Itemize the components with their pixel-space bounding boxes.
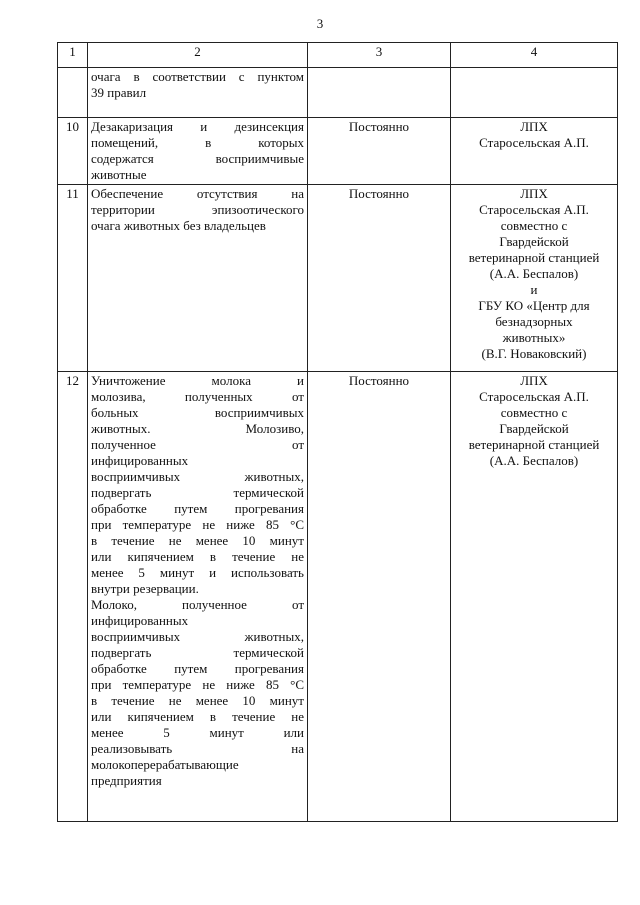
responsible-cell — [451, 68, 618, 118]
measure-text-line: или кипячением в течение не — [91, 549, 304, 564]
responsible-text-line: ЛПХ — [520, 186, 548, 201]
measure-text-line: больных восприимчивых — [91, 405, 304, 420]
responsible-text-line: животных» — [502, 330, 566, 345]
measure-text-line: восприимчивых животных, — [91, 469, 304, 484]
term-cell: Постоянно — [308, 372, 451, 822]
responsible-text-line: и — [530, 282, 538, 297]
row-number — [58, 68, 88, 118]
measure-text-line: очага животных без владельцев — [91, 218, 266, 233]
measure-text-line: обработке путем прогревания — [91, 661, 304, 676]
measure-text-line: 39 правил — [91, 85, 147, 100]
measure-text-line: очага в соответствии с пунктом — [91, 69, 304, 84]
measure-text-line: животных. Молозиво, — [91, 421, 304, 436]
responsible-text-line: Старосельская А.П. — [479, 135, 589, 150]
measure-text-line: предприятия — [91, 773, 162, 788]
table-header-row — [58, 43, 618, 68]
measure-text-line: Уничтожение молока и — [91, 373, 304, 388]
measure-cell — [88, 185, 308, 372]
header-cell-4: 4 — [451, 43, 618, 68]
measure-text-line: менее 5 минут или — [91, 725, 304, 740]
measure-text-line: Дезакаризация и дезинсекция — [91, 119, 304, 134]
measure-text-line: территории эпизоотического — [91, 202, 304, 217]
measure-text-line: восприимчивых животных, — [91, 629, 304, 644]
measure-text-line: при температуре не ниже 85 °С — [91, 677, 304, 692]
responsible-text-line: Гвардейской — [499, 421, 569, 436]
row-number: 12 — [58, 372, 88, 822]
responsible-cell — [451, 185, 618, 372]
measure-text-line: инфицированных — [91, 453, 189, 468]
measure-text-line: в течение не менее 10 минут — [91, 533, 304, 548]
measure-text-line: молозива, полученных от — [91, 389, 304, 404]
measure-text-line: молокоперерабатывающие — [91, 757, 239, 772]
responsible-cell — [451, 118, 618, 185]
table-row — [58, 185, 618, 372]
measure-cell — [88, 372, 308, 822]
header-cell-1: 1 — [58, 43, 88, 68]
measure-text-line: животные — [91, 167, 147, 182]
measure-text-line: внутри резервации. — [91, 581, 199, 596]
responsible-text-line: совместно с — [500, 218, 568, 233]
responsible-text-line: Старосельская А.П. — [479, 389, 589, 404]
measure-text-line: Обеспечение отсутствия на — [91, 186, 304, 201]
measure-text-line: или кипячением в течение не — [91, 709, 304, 724]
measure-text-line: содержатся восприимчивые — [91, 151, 304, 166]
measure-text-line: при температуре не ниже 85 °С — [91, 517, 304, 532]
table-row — [58, 372, 618, 822]
measure-text-line: подвергать термической — [91, 645, 304, 660]
page-number: 3 — [316, 16, 324, 31]
measure-text-line: помещений, в которых — [91, 135, 304, 150]
measure-text-line: Молоко, полученное от — [91, 597, 304, 612]
measure-cell — [88, 118, 308, 185]
measure-cell — [88, 68, 308, 118]
responsible-text-line: безнадзорных — [495, 314, 573, 329]
responsible-text-line: ГБУ КО «Центр для — [478, 298, 590, 313]
measure-text-line: инфицированных — [91, 613, 189, 628]
measure-text-line: обработке путем прогревания — [91, 501, 304, 516]
measure-text-line: подвергать термической — [91, 485, 304, 500]
header-cell-3: 3 — [308, 43, 451, 68]
responsible-text-line: (А.А. Беспалов) — [489, 266, 579, 281]
header-cell-2: 2 — [88, 43, 308, 68]
measures-table — [57, 42, 618, 822]
measure-text-line: в течение не менее 10 минут — [91, 693, 304, 708]
responsible-text-line: совместно с — [500, 405, 568, 420]
row-number: 10 — [58, 118, 88, 185]
responsible-text-line: Гвардейской — [499, 234, 569, 249]
row-number: 11 — [58, 185, 88, 372]
term-cell — [308, 68, 451, 118]
measure-text-line: менее 5 минут и использовать — [91, 565, 304, 580]
measure-text-line: реализовывать на — [91, 741, 304, 756]
responsible-text-line: ЛПХ — [520, 119, 548, 134]
responsible-text-line: (В.Г. Новаковский) — [481, 346, 587, 361]
responsible-text-line: ЛПХ — [520, 373, 548, 388]
term-cell: Постоянно — [308, 185, 451, 372]
responsible-cell — [451, 372, 618, 822]
responsible-text-line: ветеринарной станцией — [468, 250, 600, 265]
responsible-text-line: ветеринарной станцией — [468, 437, 600, 452]
responsible-text-line: (А.А. Беспалов) — [489, 453, 579, 468]
responsible-text-line: Старосельская А.П. — [479, 202, 589, 217]
measure-text-line: полученное от — [91, 437, 304, 452]
table-row — [58, 68, 618, 118]
term-cell: Постоянно — [308, 118, 451, 185]
table-row — [58, 118, 618, 185]
